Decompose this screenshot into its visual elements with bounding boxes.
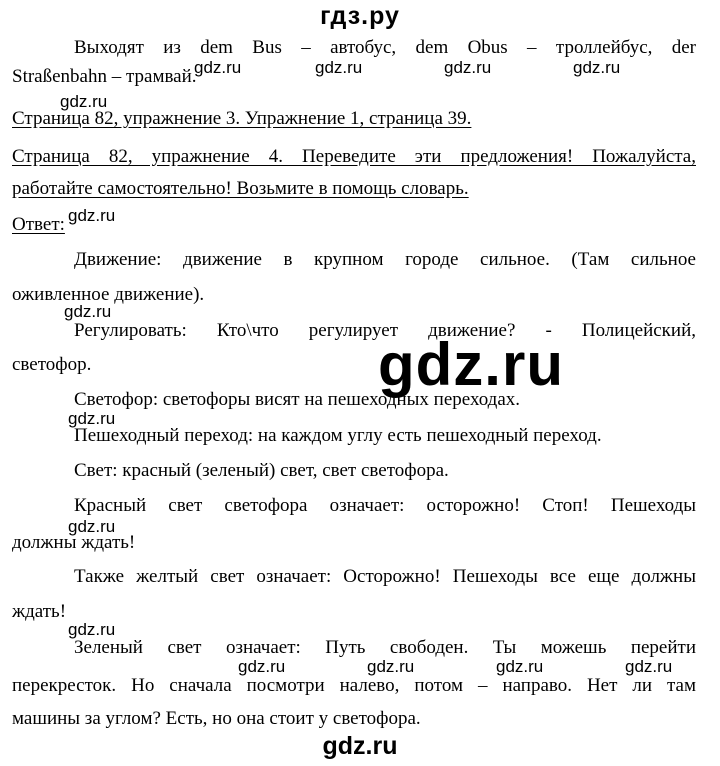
watermark: gdz.ru <box>367 657 415 676</box>
site-footer-title: gdz.ru <box>322 732 398 760</box>
answer-8-line-2: перекресток. Но сначала посмотри налево, потом – направо. Нет ли там <box>12 675 696 696</box>
watermark: gdz.ru <box>194 58 242 77</box>
answer-label: Ответ: <box>12 214 65 235</box>
watermark: gdz.ru <box>68 206 116 225</box>
exercise-heading-1: Страница 82, упражнение 3. Упражнение 1, страница 39. <box>12 108 472 129</box>
exercise-heading-2-line-1: Страница 82, упражнение 4. Переведите эти предложения! Пожалуйста, <box>12 146 696 167</box>
watermark: gdz.ru <box>573 58 621 77</box>
watermark: gdz.ru <box>68 409 116 428</box>
watermark: gdz.ru <box>68 517 116 536</box>
watermark: gdz.ru <box>315 58 363 77</box>
answer-3: Светофор: светофоры висят на пешеходных переходах. <box>74 389 521 410</box>
intro-line-1: Выходят из dem Bus – автобус, dem Obus – троллейбус, der <box>74 37 696 58</box>
big-watermark: gdz.ru <box>378 331 564 398</box>
answer-1-line-2: оживленное движение). <box>12 284 205 305</box>
watermark: gdz.ru <box>496 657 544 676</box>
watermark: gdz.ru <box>444 58 492 77</box>
answer-1-line-1: Движение: движение в крупном городе сильное. (Там сильное <box>74 249 696 270</box>
exercise-heading-2-line-2: работайте самостоятельно! Возьмите в помощь словарь. <box>12 178 469 199</box>
answer-5: Свет: красный (зеленый) свет, свет светофора. <box>74 460 449 481</box>
answer-7-line-1: Также желтый свет означает: Осторожно! Пешеходы все еще должны <box>74 566 696 587</box>
watermark: gdz.ru <box>625 657 673 676</box>
answer-7-line-2: ждать! <box>12 601 67 622</box>
watermark: gdz.ru <box>68 620 116 639</box>
site-header-title: гдз.ру <box>320 2 400 30</box>
watermark: gdz.ru <box>60 92 108 111</box>
answer-8-line-3: машины за углом? Есть, но она стоит у светофора. <box>12 708 421 729</box>
answer-6-line-2: должны ждать! <box>12 532 136 553</box>
answer-2-line-2: светофор. <box>12 354 92 375</box>
answer-4: Пешеходный переход: на каждом углу есть пешеходный переход. <box>74 425 602 446</box>
watermark: gdz.ru <box>238 657 286 676</box>
intro-line-2: Straßenbahn – трамвай. <box>12 66 197 87</box>
watermark: gdz.ru <box>64 302 112 321</box>
answer-6-line-1: Красный свет светофора означает: осторожно! Стоп! Пешеходы <box>74 495 696 516</box>
answer-8-line-1: Зеленый свет означает: Путь свободен. Ты можешь перейти <box>74 637 696 658</box>
answer-2-line-1: Регулировать: Кто\что регулирует движение? - Полицейский, <box>74 320 696 341</box>
